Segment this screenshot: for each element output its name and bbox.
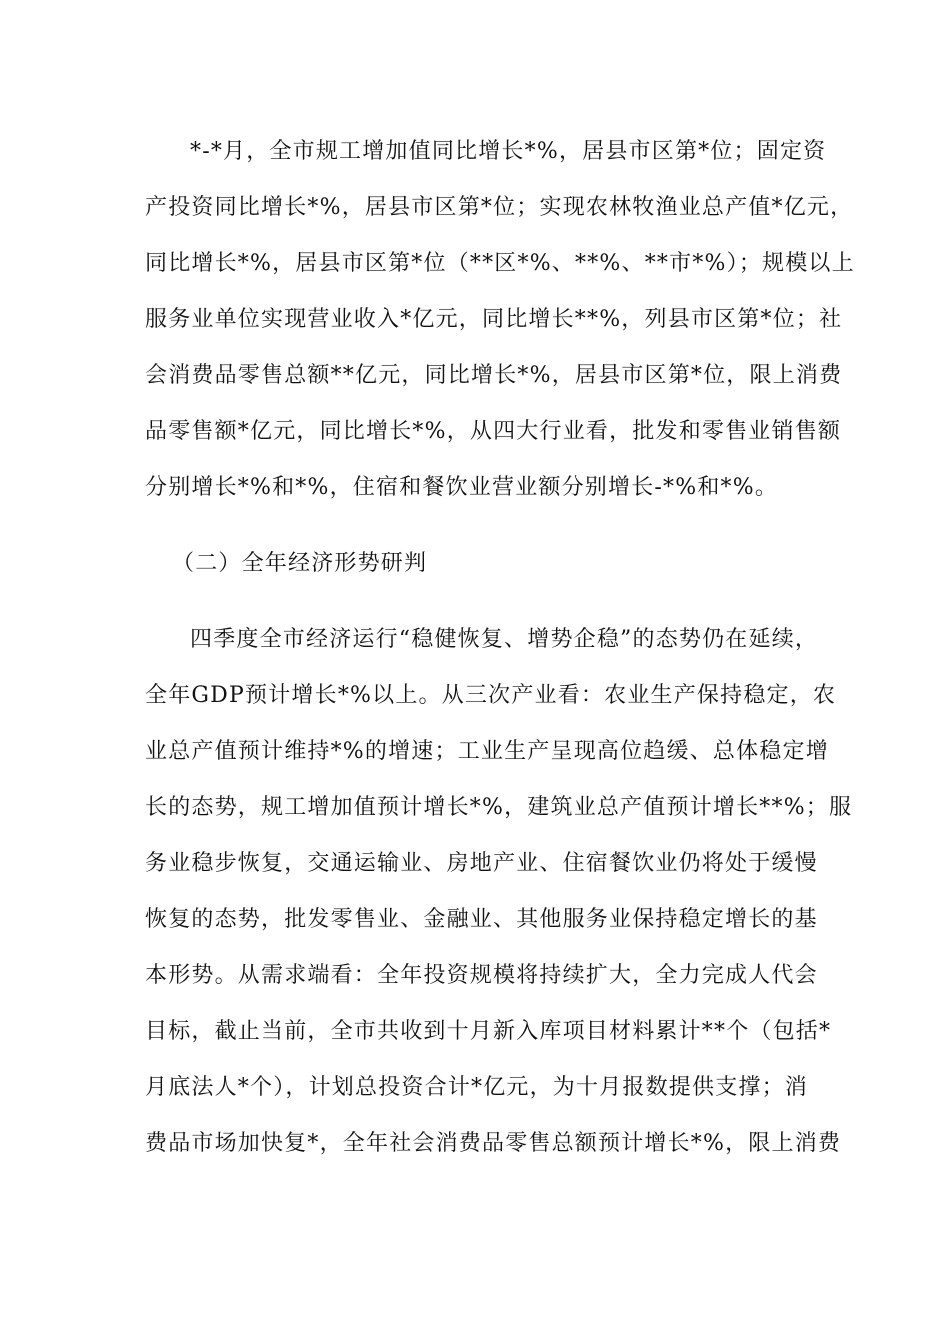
paragraph-1-line: 会消费品零售总额**亿元，同比增长*%，居县市区第*位，限上消费 [145, 363, 843, 388]
paragraph-2-line: 恢复的态势，批发零售业、金融业、其他服务业保持稳定增长的基 [145, 907, 818, 932]
paragraph-1-line: 品零售额*亿元，同比增长*%，从四大行业看，批发和零售业销售额 [145, 419, 842, 444]
paragraph-1-line: 产投资同比增长*%，居县市区第*位；实现农林牧渔业总产值*亿元， [145, 195, 854, 220]
paragraph-2-line: 目标，截止当前，全市共收到十月新入库项目材料累计**个（包括* [145, 1019, 832, 1044]
paragraph-1-line: 同比增长*%，居县市区第*位（**区*%、**%、**市*%）；规模以上 [145, 251, 855, 276]
paragraph-1-line: 服务业单位实现营业收入*亿元，同比增长**%，列县市区第*位；社 [145, 307, 843, 332]
paragraph-2-line: 全年GDP预计增长*%以上。从三次产业看：农业生产保持稳定，农 [145, 683, 837, 708]
paragraph-1-line: 分别增长*%和*%，住宿和餐饮业营业额分别增长-*%和*%。 [145, 475, 779, 500]
paragraph-1-line: *-*月，全市规工增加值同比增长*%，居县市区第*位；固定资 [190, 139, 827, 164]
paragraph-2-line: 长的态势，规工增加值预计增长*%，建筑业总产值预计增长**%；服 [145, 795, 853, 820]
paragraph-2-line: 务业稳步恢复，交通运输业、房地产业、住宿餐饮业仍将处于缓慢 [145, 851, 818, 876]
paragraph-2-line: 本形势。从需求端看：全年投资规模将持续扩大，全力完成人代会 [145, 963, 818, 988]
paragraph-2-line: 业总产值预计维持*%的增速；工业生产呈现高位趋缓、总体稳定增 [145, 739, 829, 764]
paragraph-2-line: 费品市场加快复*，全年社会消费品零售总额预计增长*%，限上消费 [145, 1131, 842, 1156]
section-heading: （二）全年经济形势研判 [172, 551, 428, 576]
paragraph-2-line: 月底法人*个），计划总投资合计*亿元，为十月报数提供支撑；消 [145, 1075, 809, 1100]
paragraph-2-line: 四季度全市经济运行“稳健恢复、增势企稳”的态势仍在延续， [190, 627, 819, 652]
